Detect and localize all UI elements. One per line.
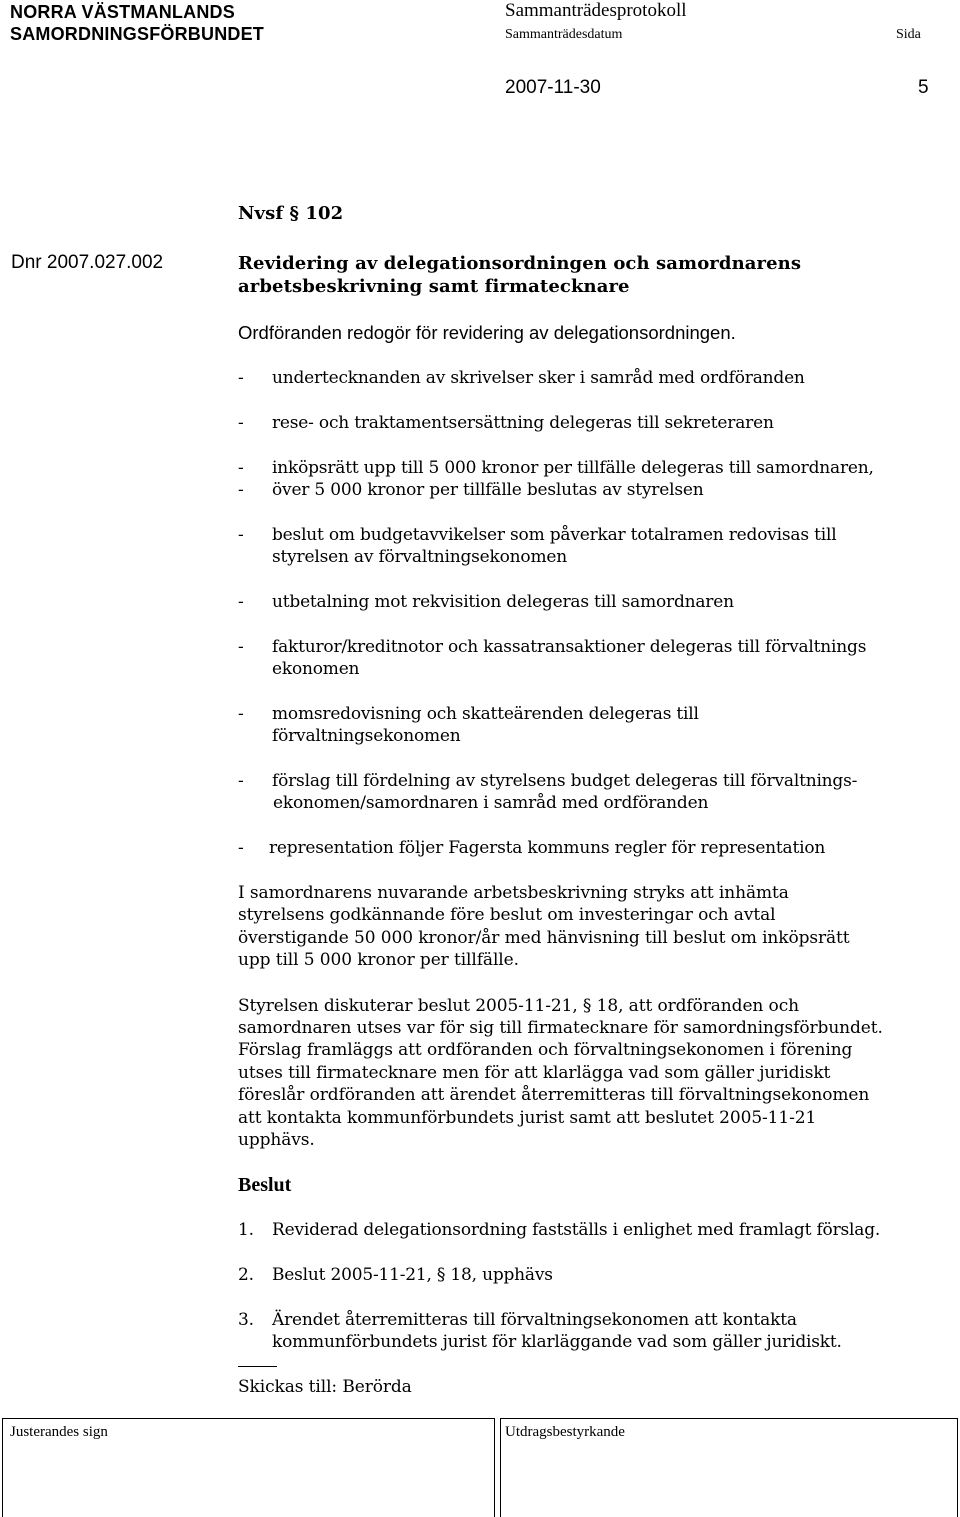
paragraph-line: samordnaren utses var för sig till firmatecknare för samordningsförbundet. xyxy=(238,1018,883,1038)
list-item-text: representation följer Fagersta kommuns regler för representation xyxy=(269,838,826,858)
decision-text: Reviderad delegationsordning fastställs i enlighet med framlagt förslag. xyxy=(272,1220,881,1240)
decision-text: Ärendet återremitteras till förvaltningsekonomen att kontakta xyxy=(272,1310,797,1330)
list-item-text: över 5 000 kronor per tillfälle beslutas av styrelsen xyxy=(272,480,704,500)
sent-to: Skickas till: Berörda xyxy=(238,1377,412,1397)
list-item-dash: - xyxy=(238,771,244,791)
paragraph-line: föreslår ordföranden att ärendet återremitteras till förvaltningsekonomen xyxy=(238,1085,870,1105)
page-label: Sida xyxy=(896,27,921,42)
paragraph-line: upp till 5 000 kronor per tillfälle. xyxy=(238,950,519,970)
list-item-dash: - xyxy=(238,838,244,858)
paragraph-line: överstigande 50 000 kronor/år med hänvisning till beslut om inköpsrätt xyxy=(238,928,850,948)
list-item-text: ekonomen xyxy=(272,659,360,679)
paragraph-line: utses till firmatecknare men för att klarlägga vad som gäller juridiskt xyxy=(238,1063,831,1083)
paragraph-line: att kontakta kommunförbundets jurist samt att beslutet 2005-11-21 xyxy=(238,1108,817,1128)
list-item-dash: - xyxy=(238,525,244,545)
list-item-text: förslag till fördelning av styrelsens budget delegeras till förvaltnings- xyxy=(272,771,858,791)
list-item-dash: - xyxy=(238,413,244,433)
paragraph-line: upphävs. xyxy=(238,1130,315,1150)
org-name-line1: NORRA VÄSTMANLANDS xyxy=(10,2,235,22)
list-item-text: rese- och traktamentsersättning delegeras till sekreteraren xyxy=(272,413,774,433)
page-number: 5 xyxy=(918,77,929,98)
list-item-text: momsredovisning och skatteärenden delegeras till xyxy=(272,704,699,724)
paragraph-line: Förslag framläggs att ordföranden och förvaltningsekonomen i förening xyxy=(238,1040,853,1060)
org-name-line2: SAMORDNINGSFÖRBUNDET xyxy=(10,24,264,44)
list-item-text: undertecknanden av skrivelser sker i samråd med ordföranden xyxy=(272,368,805,388)
paragraph-line: Styrelsen diskuterar beslut 2005-11-21, § 18, att ordföranden och xyxy=(238,996,799,1016)
list-item-text: förvaltningsekonomen xyxy=(272,726,461,746)
footer-left-label: Justerandes sign xyxy=(10,1424,108,1440)
list-item-dash: - xyxy=(238,592,244,612)
meeting-date: 2007-11-30 xyxy=(505,77,601,98)
case-number: Nvsf § 102 xyxy=(238,203,344,224)
document-type: Sammanträdesprotokoll xyxy=(505,0,687,21)
decision-heading: Beslut xyxy=(238,1174,292,1196)
decision-number: 2. xyxy=(238,1265,254,1285)
list-item-dash: - xyxy=(238,704,244,724)
separator-rule xyxy=(238,1366,277,1367)
list-item-dash: - xyxy=(238,637,244,657)
list-item-text: beslut om budgetavvikelser som påverkar totalramen redovisas till xyxy=(272,525,837,545)
list-item-dash: - xyxy=(238,458,244,478)
paragraph-line: styrelsens godkännande före beslut om investeringar och avtal xyxy=(238,905,776,925)
decision-text: kommunförbundets jurist för klarläggande vad som gäller juridiskt. xyxy=(272,1332,842,1352)
case-title-line2: arbetsbeskrivning samt firmatecknare xyxy=(238,276,630,297)
intro-text: Ordföranden redogör för revidering av delegationsordningen. xyxy=(238,322,736,343)
date-label: Sammanträdesdatum xyxy=(505,27,623,42)
paragraph-line: I samordnarens nuvarande arbetsbeskrivning stryks att inhämta xyxy=(238,883,789,903)
list-item-text: inköpsrätt upp till 5 000 kronor per tillfälle delegeras till samordnaren, xyxy=(272,458,874,478)
list-item-text: utbetalning mot rekvisition delegeras till samordnaren xyxy=(272,592,734,612)
list-item-text: styrelsen av förvaltningsekonomen xyxy=(272,547,567,567)
list-item-dash: - xyxy=(238,480,244,500)
list-item-dash: - xyxy=(238,368,244,388)
case-title-line1: Revidering av delegationsordningen och samordnarens xyxy=(238,253,802,274)
decision-number: 1. xyxy=(238,1220,254,1240)
decision-number: 3. xyxy=(238,1310,254,1330)
decision-text: Beslut 2005-11-21, § 18, upphävs xyxy=(272,1265,553,1285)
list-item-text: fakturor/kreditnotor och kassatransaktioner delegeras till förvaltnings xyxy=(272,637,867,657)
list-item-text: ekonomen/samordnaren i samråd med ordföranden xyxy=(273,793,709,813)
dnr: Dnr 2007.027.002 xyxy=(11,252,164,273)
footer-right-label: Utdragsbestyrkande xyxy=(505,1424,625,1440)
